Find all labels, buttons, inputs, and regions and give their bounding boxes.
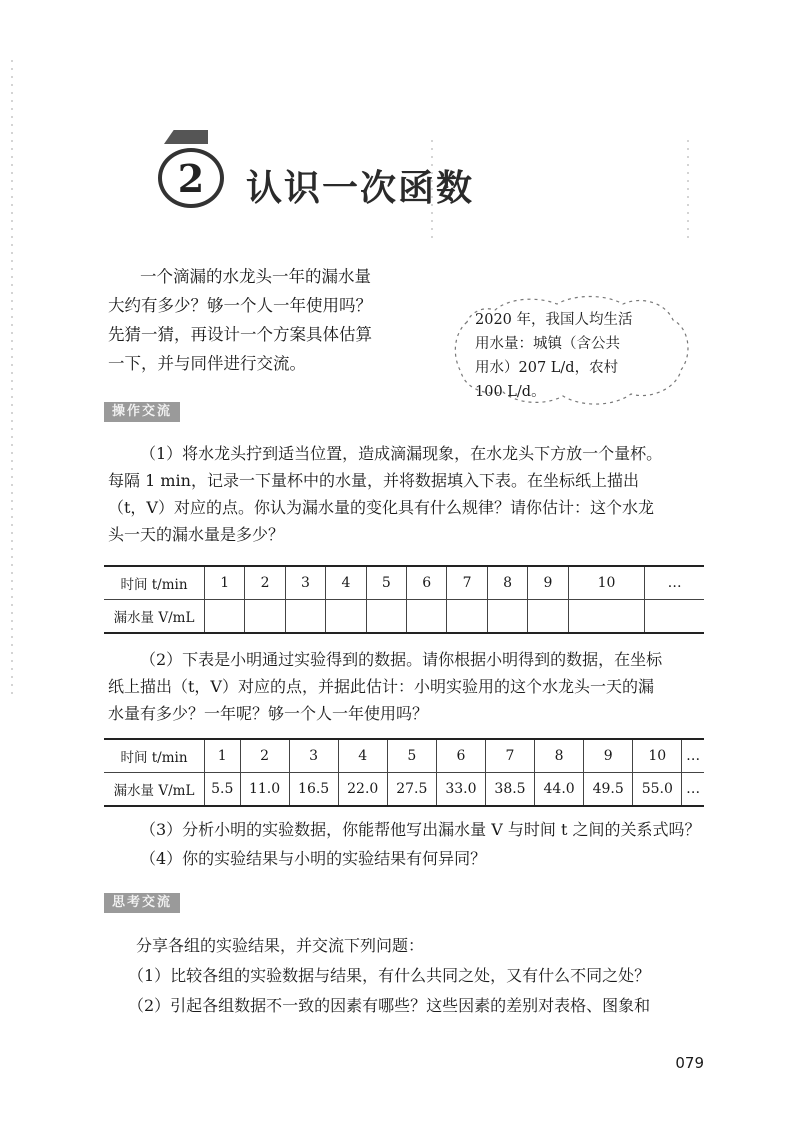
table-cell: 6 [436, 739, 485, 773]
intro-line: 一个滴漏的水龙头一年的漏水量 [140, 267, 371, 286]
table-cell: 11.0 [240, 773, 289, 807]
table-cell: 5 [366, 566, 406, 600]
note-line: 2020 年，我国人均生活 [475, 312, 633, 328]
table-cell-empty [645, 600, 704, 634]
part1-line: （1）将水龙头拧到适当位置，造成滴漏现象，在水龙头下方放一个量杯。 [140, 444, 663, 463]
row-header-time: 时间 t/min [104, 566, 205, 600]
table-cell-empty [487, 600, 527, 634]
intro-paragraph [108, 262, 418, 378]
table-cell-empty [326, 600, 366, 634]
discussion-q1-line: （1）比较各组的实验数据与结果，有什么共同之处，又有什么不同之处？ [128, 966, 651, 985]
row-header-volume: 漏水量 V/mL [104, 773, 205, 807]
part2-line: 水量有多少？一年呢？够一个人一年使用吗？ [108, 704, 429, 723]
discussion-intro-line: 分享各组的实验结果，并交流下列问题： [136, 936, 425, 955]
part2-paragraph [108, 646, 708, 727]
table-cell: 2 [240, 739, 289, 773]
table-cell: 38.5 [485, 773, 534, 807]
table-row [104, 566, 704, 600]
table-cell: 16.5 [289, 773, 338, 807]
info-cloud-note [445, 292, 695, 412]
table-cell: 2 [245, 566, 285, 600]
discussion-q2-line: （2）引起各组数据不一致的因素有哪些？这些因素的差别对表格、图象和 [128, 996, 651, 1015]
row-header-volume: 漏水量 V/mL [104, 600, 205, 634]
table-cell: 10 [568, 566, 645, 600]
table-cell: 49.5 [584, 773, 633, 807]
table-cell-empty [245, 600, 285, 634]
table-row [104, 600, 704, 634]
table-cell: 8 [487, 566, 527, 600]
data-table-empty [104, 565, 704, 634]
row-header-time: 时间 t/min [104, 739, 205, 773]
table-cell: 5 [387, 739, 436, 773]
table-cell: 9 [528, 566, 568, 600]
table-cell: 6 [407, 566, 447, 600]
part1-line: （t，V）对应的点。你认为漏水量的变化具有什么规律？请你估计：这个水龙 [108, 498, 654, 517]
table-cell: 9 [584, 739, 633, 773]
section-title: 认识一次函数 [246, 168, 475, 209]
table-cell: 8 [535, 739, 584, 773]
table-cell-empty [366, 600, 406, 634]
table-cell: 7 [447, 566, 487, 600]
table-cell: … [645, 566, 704, 600]
table-cell: 22.0 [338, 773, 387, 807]
part4-paragraph [140, 845, 720, 872]
table-cell: 55.0 [633, 773, 682, 807]
table-cell: 7 [485, 739, 534, 773]
page-number: 079 [675, 1054, 704, 1072]
think-section-label: 思考交流 [104, 893, 180, 913]
discussion-intro [136, 932, 716, 959]
table-cell-empty [205, 600, 245, 634]
table-row [104, 739, 704, 773]
note-line: 用水）207 L/d，农村 [475, 360, 619, 376]
discussion-question-1 [128, 962, 718, 989]
table-cell: 1 [205, 566, 245, 600]
table-cell-empty [568, 600, 645, 634]
table-cell: … [682, 773, 704, 807]
intro-line: 一下，并与同伴进行交流。 [108, 354, 306, 373]
part3-paragraph [140, 816, 720, 843]
table-cell: 27.5 [387, 773, 436, 807]
table-cell: 3 [285, 566, 325, 600]
part4-line: （4）你的实验结果与小明的实验结果有何异同？ [140, 849, 487, 868]
part1-line: 头一天的漏水量是多少？ [108, 525, 285, 544]
discussion-question-2 [128, 992, 718, 1019]
section-header [150, 128, 475, 218]
table-cell: 44.0 [535, 773, 584, 807]
note-line: 100 L/d。 [475, 384, 546, 400]
table-cell: … [682, 739, 704, 773]
part1-line: 每隔 1 min，记录一下量杯中的水量，并将数据填入下表。在坐标纸上描出 [108, 471, 639, 490]
intro-line: 大约有多少？够一个人一年使用吗？ [108, 296, 372, 315]
section-number-badge: 2 [158, 148, 224, 208]
table-cell-empty [285, 600, 325, 634]
table-cell: 33.0 [436, 773, 485, 807]
part3-line: （3）分析小明的实验数据，你能帮他写出漏水量 V 与时间 t 之间的关系式吗？ [140, 820, 701, 839]
header-tab-mark [164, 130, 208, 144]
xiaoming-data-table [104, 738, 704, 807]
table-cell: 3 [289, 739, 338, 773]
table-cell-empty [447, 600, 487, 634]
table-cell: 4 [326, 566, 366, 600]
table-cell: 4 [338, 739, 387, 773]
note-line: 用水量：城镇（含公共 [475, 336, 620, 352]
table-cell-empty [407, 600, 447, 634]
part2-line: （2）下表是小明通过实验得到的数据。请你根据小明得到的数据，在坐标 [140, 650, 663, 669]
table-cell: 1 [205, 739, 241, 773]
part1-paragraph [108, 440, 708, 548]
table-cell-empty [528, 600, 568, 634]
table-cell: 10 [633, 739, 682, 773]
operate-section-label: 操作交流 [104, 402, 180, 422]
table-row [104, 773, 704, 807]
part2-line: 纸上描出（t，V）对应的点，并据此估计：小明实验用的这个水龙头一天的漏 [108, 677, 654, 696]
info-cloud-text [475, 308, 675, 404]
intro-line: 先猜一猜，再设计一个方案具体估算 [108, 325, 372, 344]
table-cell: 5.5 [205, 773, 241, 807]
